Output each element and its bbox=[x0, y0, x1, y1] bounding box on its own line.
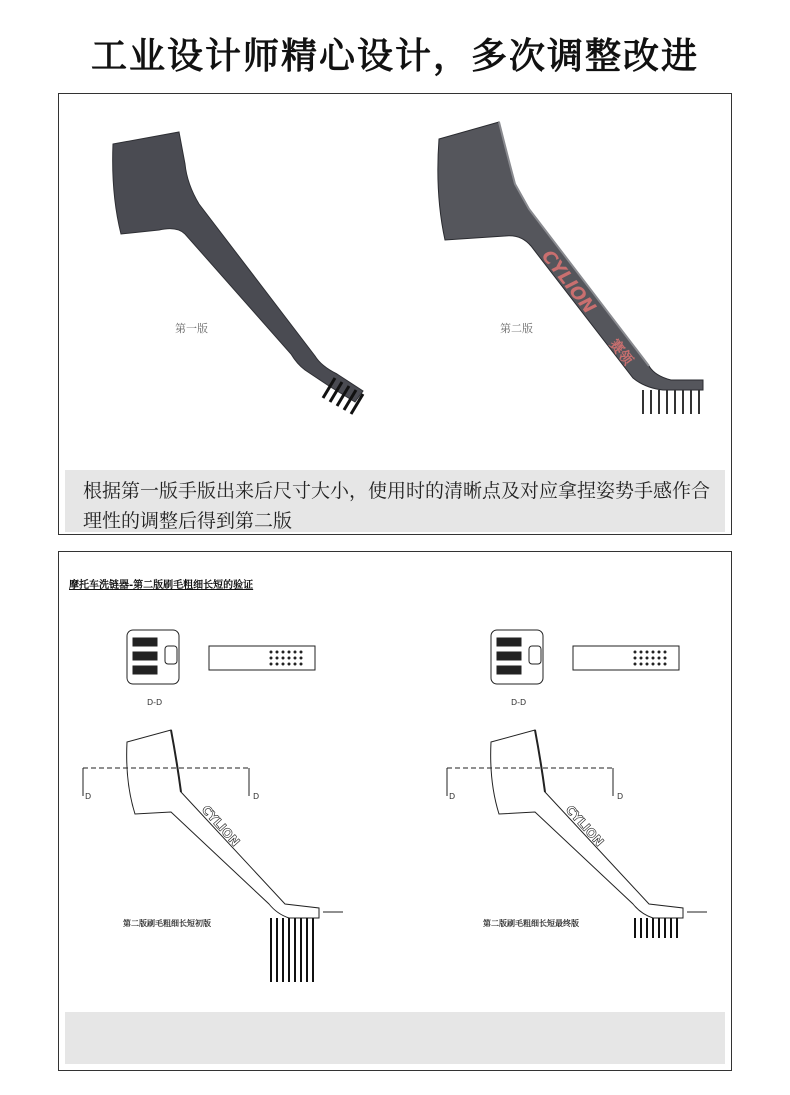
version2-label: 第二版 bbox=[500, 322, 533, 335]
right-short-bristles bbox=[635, 918, 677, 938]
technical-drawings bbox=[59, 552, 733, 1072]
empty-caption-box bbox=[65, 1012, 725, 1064]
right-section-label: D-D bbox=[511, 698, 527, 707]
version1-label: 第一版 bbox=[175, 322, 208, 335]
right-brand-text: CYLION bbox=[562, 802, 607, 850]
right-section-view bbox=[491, 630, 679, 684]
left-drawing-caption: 第二版刷毛粗细长短初版 bbox=[123, 919, 211, 928]
page-title: 工业设计师精心设计，多次调整改进 bbox=[90, 36, 699, 77]
design-versions-panel bbox=[58, 93, 732, 535]
d-mark-4: D bbox=[617, 792, 624, 801]
caption-box bbox=[65, 470, 725, 532]
left-section-label: D-D bbox=[147, 698, 163, 707]
version2-brand-text: CYLION bbox=[537, 246, 600, 319]
left-long-bristles bbox=[271, 918, 313, 982]
d-mark-1: D bbox=[85, 792, 92, 801]
version1-brush-image bbox=[113, 132, 363, 414]
left-section-view bbox=[127, 630, 315, 684]
d-mark-2: D bbox=[253, 792, 260, 801]
caption-text: 根据第一版手版出来后尺寸大小，使用时的清晰点及对应拿捏姿势手感作合理性的调整后得到第二版 bbox=[83, 480, 711, 532]
version2-brand-cn: 赛领 bbox=[605, 336, 636, 369]
left-brand-text: CYLION bbox=[198, 802, 243, 850]
bristle-verification-panel bbox=[58, 551, 732, 1071]
right-drawing-caption: 第二版刷毛粗细长短最终版 bbox=[483, 919, 579, 928]
d-mark-3: D bbox=[449, 792, 456, 801]
drawing-heading: 摩托车洗链器-第二版刷毛粗细长短的验证 bbox=[69, 580, 254, 591]
